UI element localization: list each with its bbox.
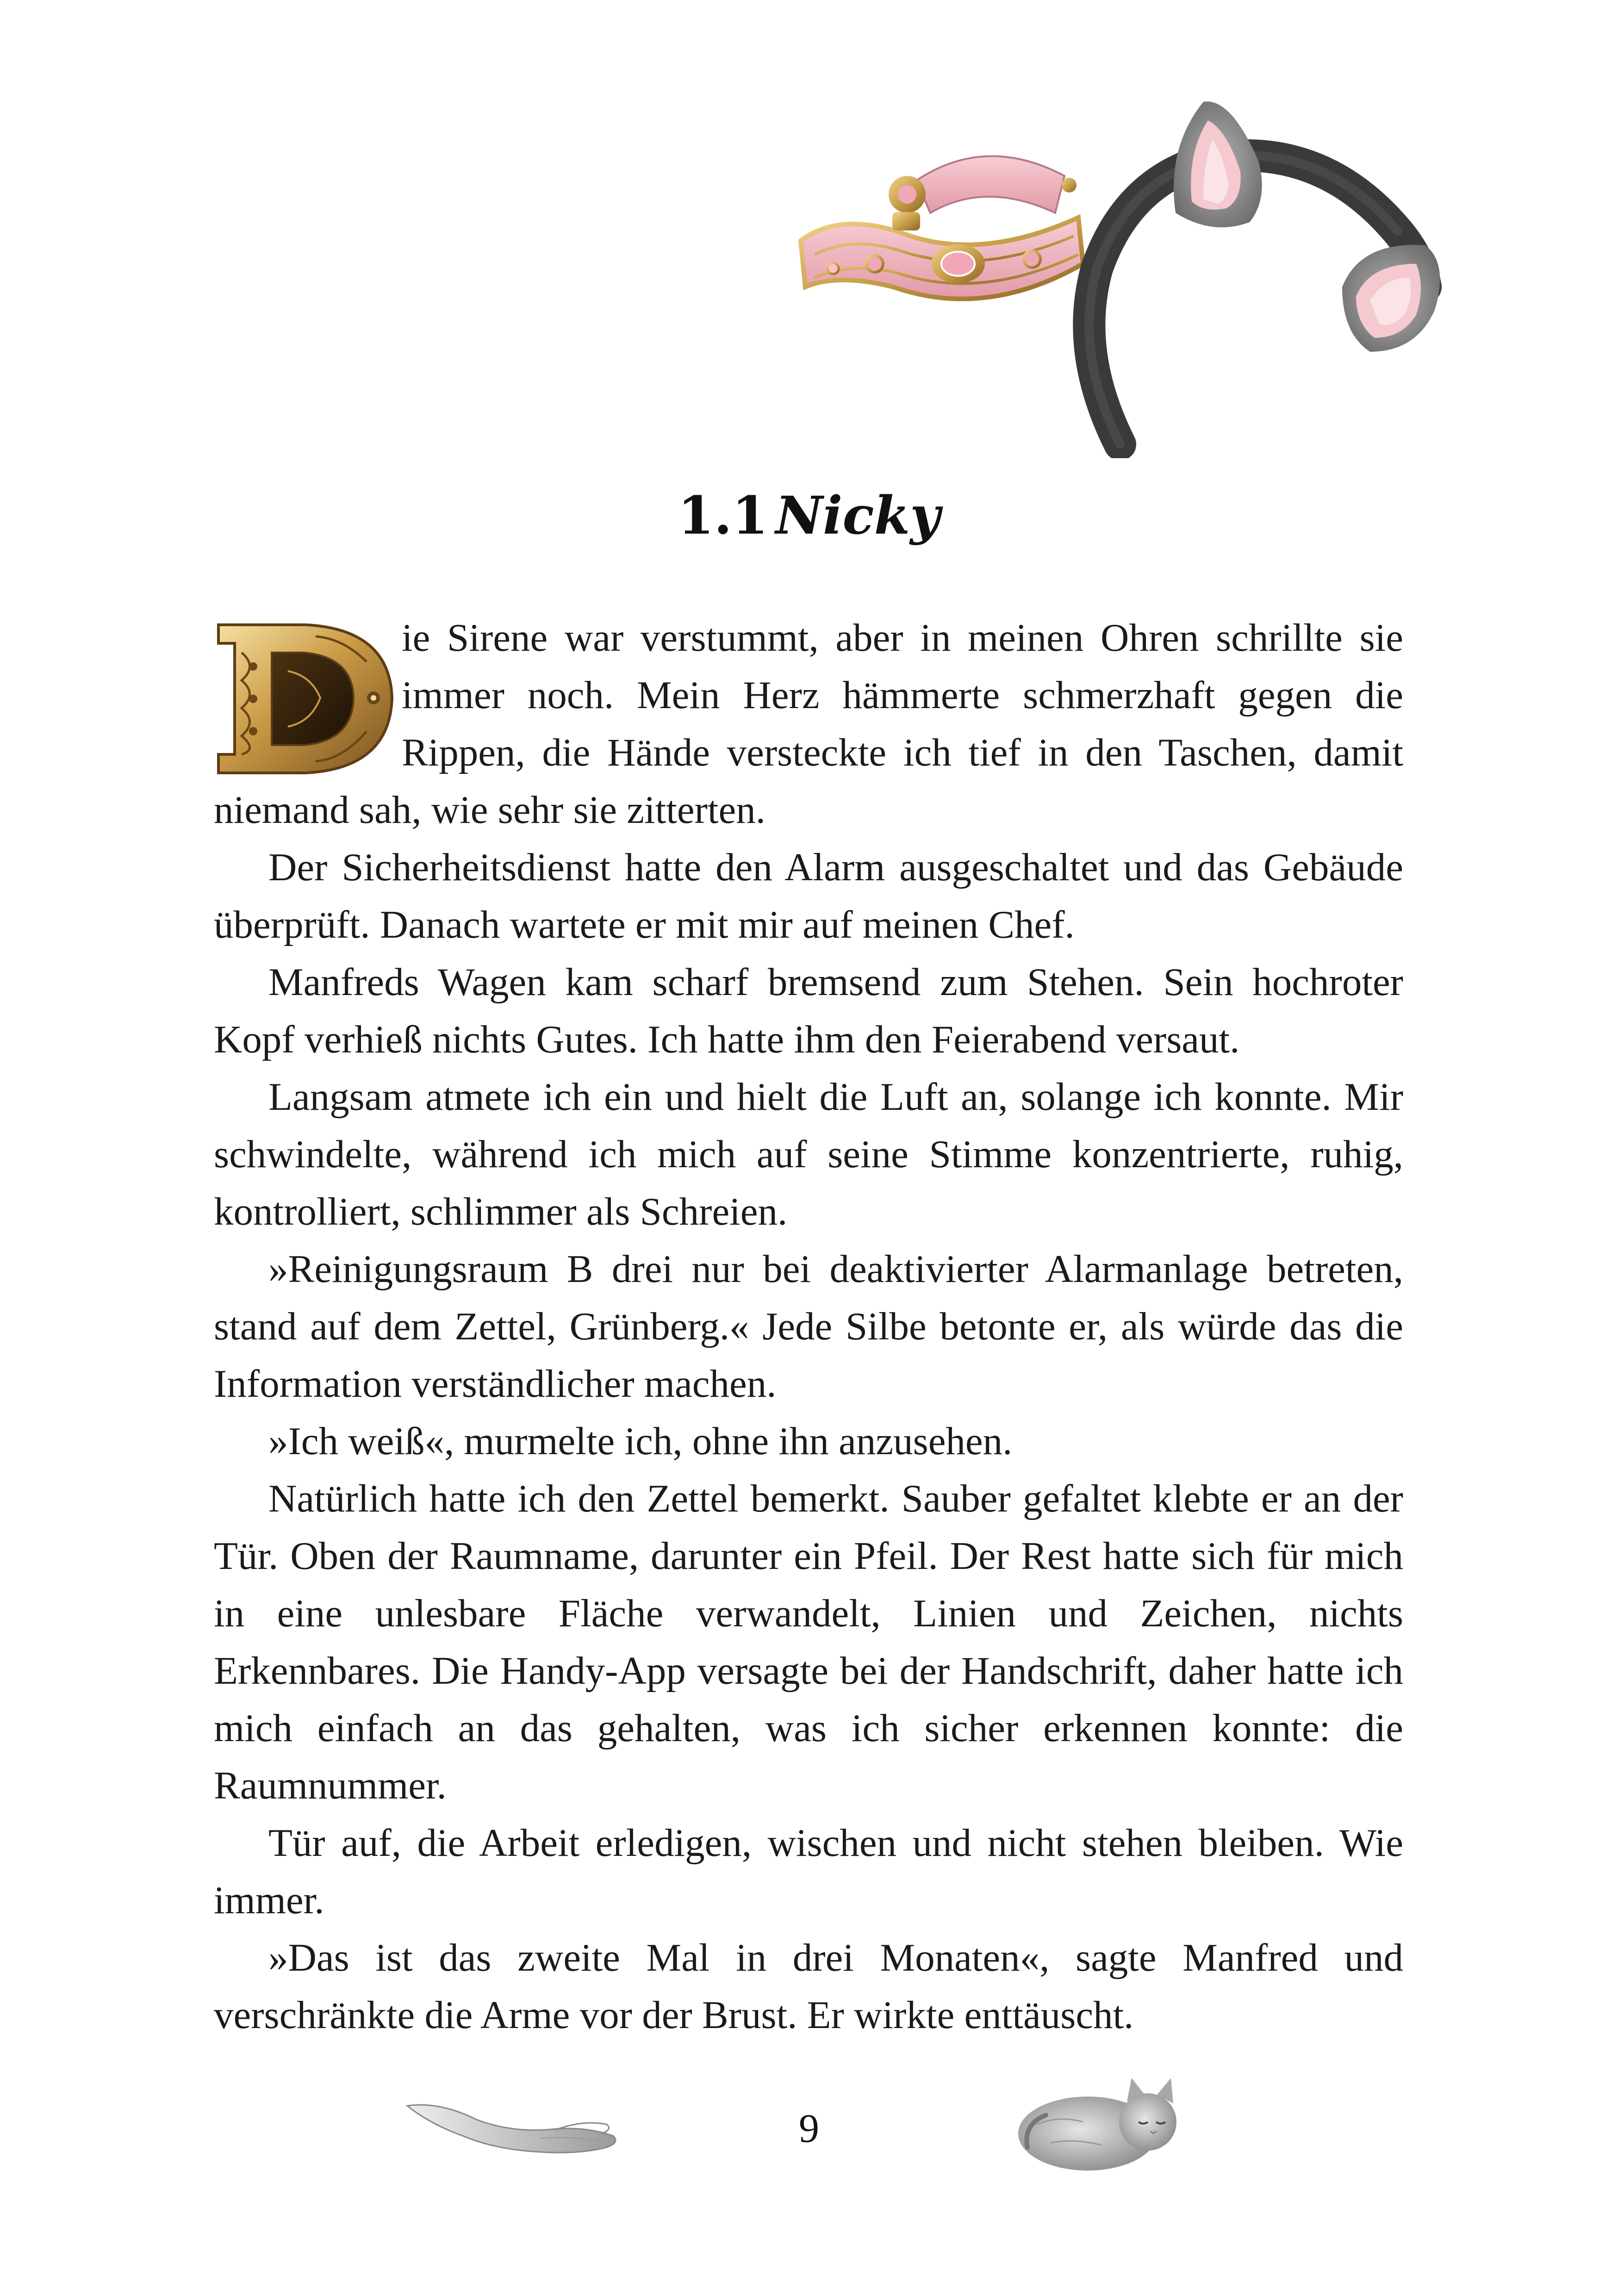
cat-ears-headband-illustration	[1064, 93, 1453, 458]
chapter-number: 1.1	[678, 485, 768, 546]
paragraph: »Reinigungsraum B drei nur bei deaktivierter Alarmanlage betreten, stand auf dem Zettel, Grünberg.« Jede Silbe betonte er, als würde das die Information verständlicher machen.	[214, 1247, 1403, 1406]
paragraph: Der Sicherheitsdienst hatte den Alarm ausgeschaltet und das Gebäude überprüft. Danach wartete er mit mir auf meinen Chef.	[214, 846, 1403, 946]
paragraph: »Ich weiß«, murmelte ich, ohne ihn anzusehen.	[268, 1419, 1013, 1463]
page-number: 9	[799, 2106, 819, 2151]
chapter-title	[0, 481, 1618, 551]
drop-cap-spacer	[214, 609, 402, 781]
body-text	[214, 609, 1403, 2044]
paragraph: »Das ist das zweite Mal in drei Monaten«, sagte Manfred und verschränkte die Arme vor der Brust. Er wirkte enttäuscht.	[214, 1936, 1403, 2037]
collar-illustration	[782, 125, 1106, 352]
sleeping-kitten-illustration	[1009, 2069, 1199, 2175]
paragraph: Natürlich hatte ich den Zettel bemerkt. Sauber gefaltet klebte er an der Tür. Oben der Raumname, darunter ein Pfeil. Der Rest hatte sich für mich in eine unlesbare Fläche verwandelt, Linien und Zeichen, nichts Erkennbares. Die Handy-App versagte bei der Handschrift, daher hatte ich mich einfach an das gehalten, was ich sicher erkennen konnte: die Raumnummer.	[214, 1477, 1403, 1807]
paragraph: Tür auf, die Arbeit erledigen, wischen und nicht stehen bleiben. Wie immer.	[214, 1821, 1403, 1922]
chapter-name: Nicky	[775, 485, 940, 546]
paragraph: Manfreds Wagen kam scharf bremsend zum Stehen. Sein hochroter Kopf verhieß nichts Gutes. Ich hatte ihm den Feierabend versaut.	[214, 960, 1403, 1061]
paragraph: ie Sirene war verstummt, aber in meinen Ohren schrillte sie immer noch. Mein Herz hämmerte schmerzhaft gegen die Rippen, die Hände versteckte ich tief in den Taschen, damit niemand sah, wie sehr sie zitterten.	[214, 616, 1403, 832]
paragraph: Langsam atmete ich ein und hielt die Luft an, solange ich konnte. Mir schwindelte, während ich mich auf seine Stimme konzentrierte, ruhig, kontrolliert, schlimmer als Schreien.	[214, 1075, 1403, 1233]
